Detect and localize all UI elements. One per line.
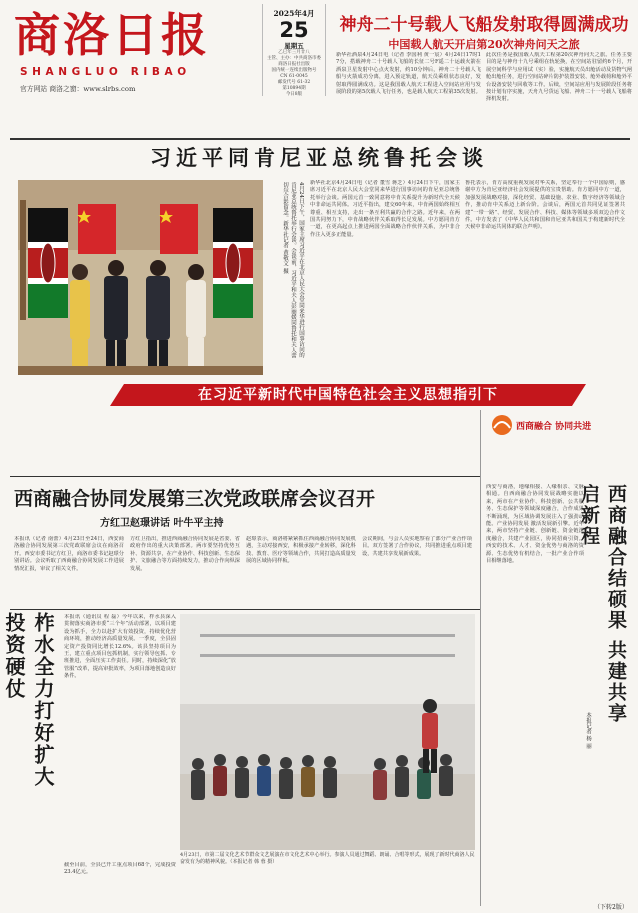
conference-body-col2: 方红卫指出，推进西商融合协同发展是省委、省政府作出的重大决策部署。两市要坚持优势互补、资源共享，在产业协作、科技创新、生态保护、文旅融合等方面持续发力，推动合作向纵深发展。 xyxy=(130,536,240,572)
right-column-headline[interactable]: 西商融合结硕果 共建共享启新程 xyxy=(578,484,627,724)
cn-code: CN 61-0045 xyxy=(280,74,308,79)
top-story-subhead: 中国载人航天开启第20次神舟问天之旅 xyxy=(388,38,580,51)
main-story-body-col2: 鲁托表示，肯方高度重视发展对华关系，坚定奉行一个中国原则，感谢中方为肯尼亚经济社会发展提供的宝贵帮助。肯方愿同中方一道，加强发展战略对接，深化经贸、基础设施、农业、数字经济等领域合作，推动肯中关系迈上新台阶。会谈后，两国元首共同见证签署共建“一带一路”、经贸、发展合作、科技、媒体等领域多项双边合作文件。中方发表了《中华人民共和国和肯尼亚共和国关于构建新时代全天候中非命运共同体的联合声明》。 xyxy=(465,180,625,231)
conference-headline[interactable]: 西商融合协同发展第三次党政联席会议召开 xyxy=(14,488,376,510)
section-divider-2 xyxy=(10,609,480,610)
right-column-body: 西安与商洛，地缘相接、人缘相亲、文脉相通。自西商融合协同发展战略实施以来，两市在产业协作、科技创新、公共服务、生态保护等领域深度融合，合作成果不断涌现，为区域协调发展注入了强劲动能。产业协同发展 激活发展新引擎。近年来，两市坚持产业链、创新链、资金链深度融合，共建产业园区，协同招商引资。西安的技术、人才、资金优势与商洛的资源、生态优势有机结合，一批产业合作项目相继落地。 xyxy=(486,484,584,565)
masthead-logo: 商洛日报 xyxy=(14,8,210,62)
zhashui-body-col2: 截至目前，全县已开工重点项目68个，完成投资23.4亿元。 xyxy=(64,862,176,876)
conference-body-col3: 赵璟表示，商洛将紧紧抓住西商融合协同发展机遇，主动对接西安，积极承接产业转移，深化科技、教育、医疗等领域合作，共同打造高质量发展的区域协同样板。 xyxy=(246,536,356,565)
main-story-body-col1: 新华社北京4月24日电（记者 董雪 蒋芝）4月24日下午，国家主席习近平在北京人民大会堂同来华进行国事访问的肯尼亚总统鲁托举行会谈。两国元首一致同意将中肯关系提升为新时代全天候中非命运共同体。习近平指出，建交60年来，中肯两国始终相互尊重、相互支持，走出一条互利共赢的合作之路。近年来，在两国共同努力下，中肯战略伙伴关系取得长足发展。中方愿同肯方一道，在更高起点上推进两国全面战略合作伙伴关系，为中非合作注入更多正能量。 xyxy=(310,180,460,238)
masthead-website: 官方网站 商洛之窗：www.slrbs.com xyxy=(20,85,136,93)
date-lunar: 乙巳年三月廿八 xyxy=(278,50,310,55)
cn-label: 国内统一连续出版物号 xyxy=(271,68,317,73)
sponsor: 主管、主办：中共商洛市委 xyxy=(267,56,321,61)
banner-right-notch xyxy=(572,384,586,406)
date-day: 25 xyxy=(279,18,309,42)
post-code: 邮发代号 61-32 xyxy=(277,80,311,85)
top-story-body-col2: 此次任务是我国载人航天工程第20次神舟问天之旅。任务主要目的是与神舟十九号乘组在轨轮换，在空间站驻留约6个月，开展空间科学与应用试（实）验，实施航天员出舱活动及货物气闸舱出舱任务，进行空间站碎片防护装置安装、舱外载荷和舱外平台设备安装与回收等工作。后续，空间站应用与发展阶段任务将按计划有序实施，天舟九号货运飞船、神舟二十一号载人飞船将择机发射。 xyxy=(486,52,632,103)
right-column-byline: 本报记者 杨 丽 xyxy=(585,712,591,749)
publisher: 商洛日报社出版 xyxy=(278,62,310,67)
column-logo-badge xyxy=(486,410,626,440)
conference-body-col4: 会议期间，与会人员实地察看了部分产业合作项目。双方签署了合作协议，共同推进重点项目建设，共建共享发展新成果。 xyxy=(362,536,472,557)
conference-subhead: 方红卫赵璟讲话 叶牛平主持 xyxy=(100,518,224,529)
conference-body-col1: 本报讯（记者 南蕾）4月23日至24日，西安商洛融合协同发展第三次党政联席会议在商洛召开。西安市委书记方红卫，商洛市委书记赵璟分别讲话。会议听取了西商融合协同发展工作进展情况汇报，审议了相关文件。 xyxy=(14,536,124,572)
performance-photo xyxy=(180,614,475,850)
main-story-photo xyxy=(18,180,263,375)
main-story-headline[interactable]: 习近平同肯尼亚总统鲁托会谈 xyxy=(150,146,488,170)
top-story-headline[interactable]: 神舟二十号载人飞船发射取得圆满成功 xyxy=(339,15,629,35)
date-weekday: 星期五 xyxy=(284,42,304,50)
zhashui-headline[interactable]: 柞水全力打好扩大投资硬仗 xyxy=(2,612,55,788)
main-story-photo-caption: 4月24日下午，国家主席习近平在北京人民大会堂同来华进行国事访问的肯尼亚总统鲁托举行会谈。会谈前，习近平和夫人彭丽媛同鲁托和夫人蕾切尔合影留念。新华社记者 黄敬文 摄 xyxy=(282,182,304,358)
performance-photo-caption: 4月23日，市第二届文化艺术节群众文艺展演在市文化艺术中心举行。参演人员通过舞蹈、朗诵、合唱等形式，展现了新时代商洛人民奋发有为的精神风貌。（本报记者 韩 蓉 摄） xyxy=(180,852,475,865)
masthead-divider xyxy=(10,138,630,140)
column-divider xyxy=(480,410,481,906)
column-logo-text: 西商融合 协同共进 xyxy=(516,422,592,432)
page-jump-link[interactable]: （下转2版） xyxy=(594,904,628,911)
zhashui-body-col1: 本报讯（通讯员 程 磊）今年以来，柞水县深入贯彻落实商洛市委“三个年”活动部署，以项目建设为抓手，全力以赴扩大有效投资，持续优化营商环境，推动经济高质量发展。一季度，全县固定资产投资同比增长12.6%。该县坚持项目为王，建立重点项目包抓机制，实行领导包抓、专班推进，全面压实工作责任。同时，持续深化“放管服”改革，提高审批效率，为项目落地创造良好条件。 xyxy=(64,614,176,680)
section-divider xyxy=(10,476,480,477)
banner-left-notch xyxy=(110,384,124,406)
top-story-body-col1: 新华社酒泉4月24日电（记者 李国利 黄一宸）4月24日17时17分，搭载神舟二十号载人飞船的长征二号F遥二十运载火箭在酒泉卫星发射中心点火发射，约10分钟后，神舟二十号载人飞船与火箭成功分离，进入预定轨道，航天员乘组状态良好，发射取得圆满成功。这是我国载人航天工程进入空间站应用与发展阶段的第5次载人飞行任务，也是载人航天工程第35次发射。 xyxy=(336,52,481,96)
masthead-pinyin: SHANGLUO RIBAO xyxy=(20,66,191,78)
issue-number: 第10894期 xyxy=(282,86,306,91)
theme-banner: 在习近平新时代中国特色社会主义思想指引下 xyxy=(110,384,586,406)
date-box xyxy=(262,4,326,96)
date-year-month: 2025年4月 xyxy=(273,9,315,18)
page-count: 今日8版 xyxy=(285,92,303,97)
